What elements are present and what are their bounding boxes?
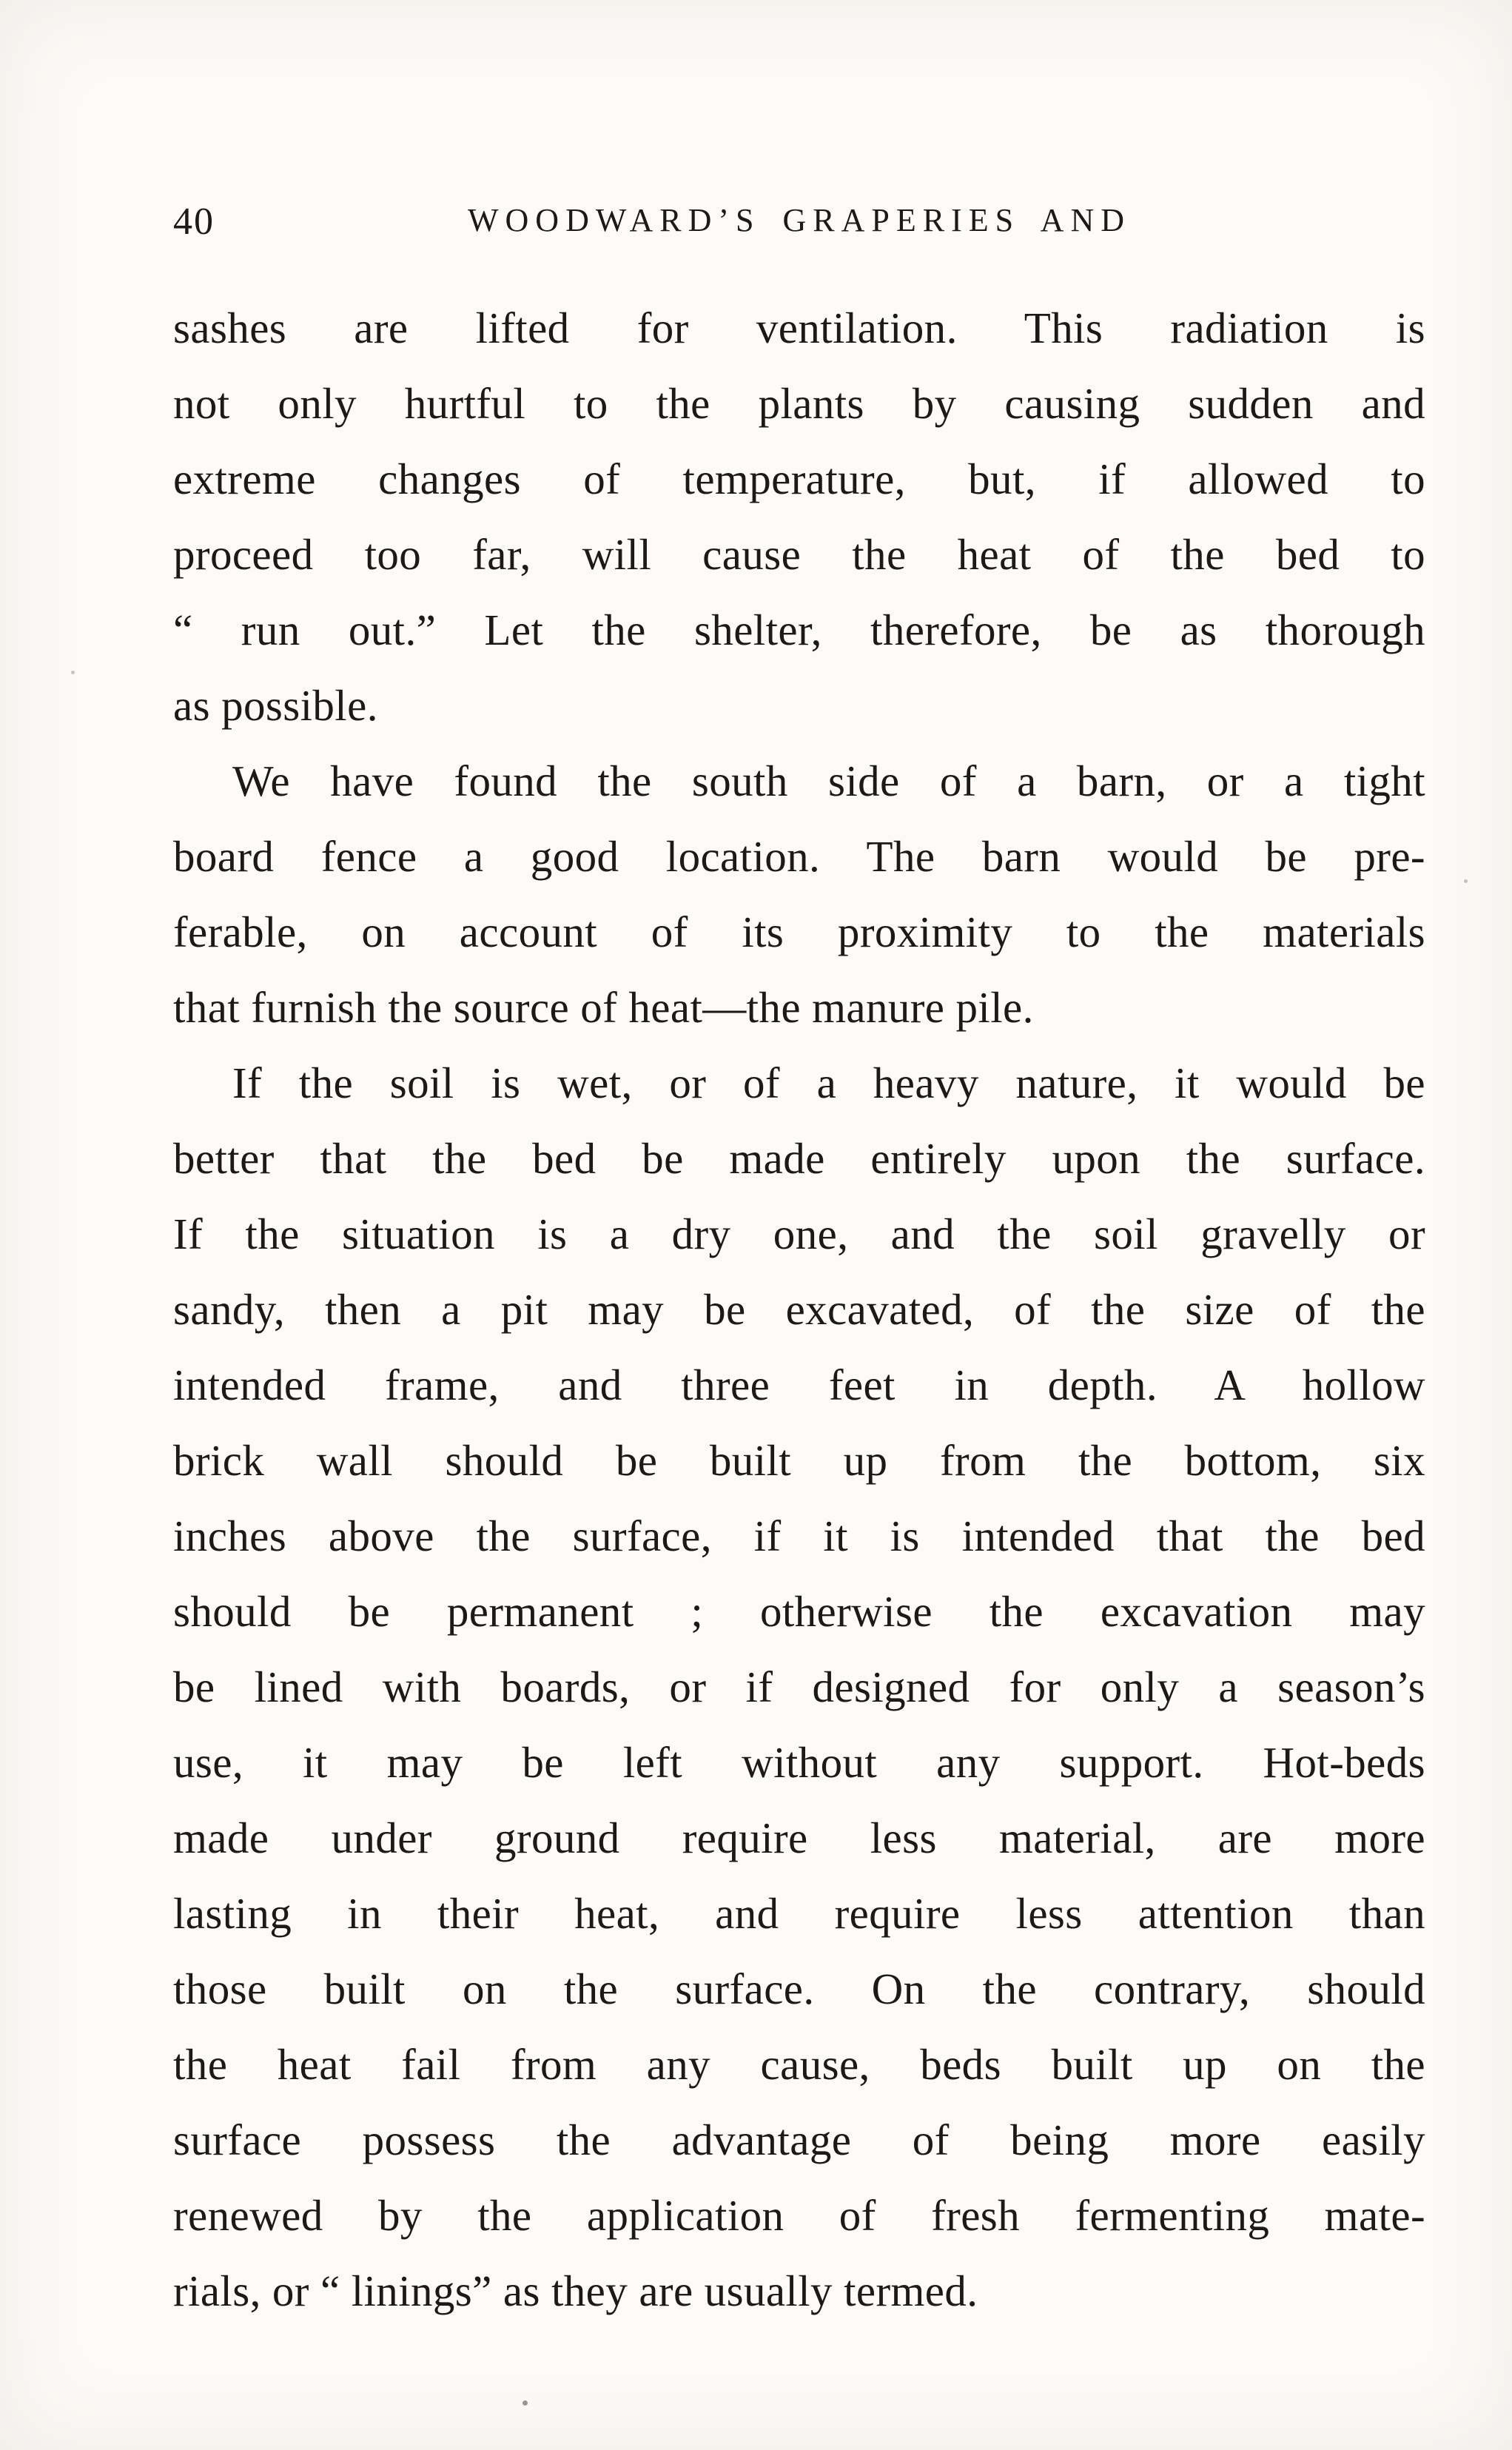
- text-line: inches above the surface, if it is intended that the bed: [173, 1511, 1425, 1560]
- paragraph: [173, 290, 1425, 743]
- page-header: [173, 198, 1425, 250]
- scan-speck: [71, 671, 75, 674]
- text-line: We have found the south side of a barn, or a tight: [232, 756, 1425, 805]
- text-line: sashes are lifted for ventilation. This radiation is: [173, 303, 1425, 352]
- body-text: [173, 290, 1425, 2329]
- text-line: If the situation is a dry one, and the soil gravelly or: [173, 1209, 1425, 1258]
- text-line: use, it may be left without any support. Hot-beds: [173, 1738, 1425, 1787]
- text-line: the heat fail from any cause, beds built up on the: [173, 2040, 1425, 2089]
- text-line: proceed too far, will cause the heat of the bed to: [173, 530, 1425, 579]
- text-line: “ run out.” Let the shelter, therefore, be as thorough: [173, 605, 1425, 654]
- text-line: rials, or “ linings” as they are usually termed.: [173, 2266, 978, 2315]
- text-line: be lined with boards, or if designed for only a season’s: [173, 1662, 1425, 1711]
- text-line: brick wall should be built up from the bottom, six: [173, 1436, 1425, 1485]
- text-line: sandy, then a pit may be excavated, of the size of the: [173, 1285, 1425, 1334]
- text-line: that furnish the source of heat—the manure pile.: [173, 983, 1034, 1032]
- text-line: better that the bed be made entirely upon the surface.: [173, 1134, 1425, 1183]
- text-line: not only hurtful to the plants by causing sudden and: [173, 379, 1425, 428]
- text-line: lasting in their heat, and require less attention than: [173, 1889, 1425, 1938]
- text-line: intended frame, and three feet in depth. A hollow: [173, 1360, 1425, 1409]
- text-line: renewed by the application of fresh fermenting mate-: [173, 2191, 1425, 2240]
- text-line: ferable, on account of its proximity to the materials: [173, 907, 1425, 956]
- text-line: made under ground require less material, are more: [173, 1813, 1425, 1862]
- text-line: should be permanent ; otherwise the excavation may: [173, 1587, 1425, 1636]
- scan-speck: [1464, 879, 1468, 883]
- text-line: surface possess the advantage of being more easily: [173, 2115, 1425, 2164]
- paragraph: [173, 1045, 1425, 2329]
- text-line: as possible.: [173, 681, 378, 730]
- text-line: If the soil is wet, or of a heavy nature, it would be: [232, 1058, 1425, 1107]
- text-line: extreme changes of temperature, but, if allowed to: [173, 454, 1425, 503]
- page-number: 40: [173, 201, 215, 243]
- text-line: those built on the surface. On the contrary, should: [173, 1964, 1425, 2013]
- text-line: board fence a good location. The barn would be pre-: [173, 832, 1425, 881]
- running-head: WOODWARD’S GRAPERIES AND: [467, 202, 1132, 238]
- paragraph: [173, 743, 1425, 1045]
- scan-speck: [523, 2400, 528, 2406]
